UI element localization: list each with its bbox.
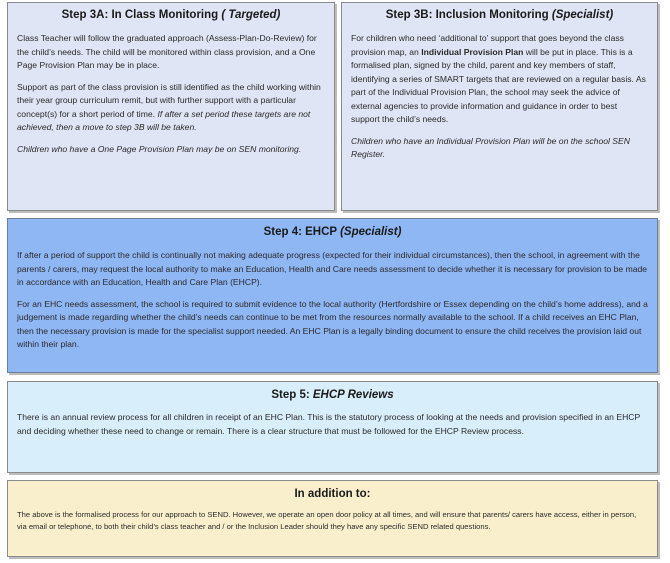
step-3b-title-text: Step 3B: Inclusion Monitoring [385, 9, 552, 21]
step-5-title [17, 389, 648, 401]
step-3a-paragraph-2-text: Support as part of the class provision is still identified as the child working within their year group curriculum remit, but with further support with a particular concept(s) for a short period of time. [17, 81, 321, 119]
step-3a-box [7, 2, 335, 211]
step-5-paragraph: There is an annual review process for all children in receipt of an EHC Plan. This is the statutory process of looking at the needs and provision specified in an EHCP and deciding whether these need to change or remain. There is a clear structure that must be followed for the EHCP Review process. [17, 412, 641, 436]
step-5-title-text: Step 5: [271, 389, 313, 401]
step-4-title-emphasis: (Specialist) [340, 226, 402, 238]
step-4-title-text: Step 4: EHCP [263, 226, 341, 238]
step-3a-paragraph-2 [17, 81, 325, 135]
step-3b-paragraph-1 [351, 32, 648, 127]
step-4-paragraph-1: If after a period of support the child is continually not making adequate progress (expected for their individual circumstances), then the school, in agreement with the parents / carers, may request the local authority to make an Education, Health and Care needs assessment to decide whether it is necessary for provision to be made in accordance with an Education, Health and Care Plan (EHCP). [17, 250, 648, 287]
step-3a-title-emphasis: ( Targeted) [221, 9, 281, 21]
step-3a-paragraph-2-emphasis: If after a set period these targets are not achieved, then a move to step 3B will be taken. [17, 108, 311, 132]
in-addition-paragraph: The above is the formalised process for our approach to SEND. However, we operate an open door policy at all times, and will ensure that parents/ carers have access, either in person, via email or telephone, to both their child’s class teacher and / or the Inclusion Leader should they have any specific SEND related questions. [17, 510, 637, 531]
step-4-box [7, 218, 658, 373]
step-4-paragraph-2: For an EHC needs assessment, the school is required to submit evidence to the local authority (Hertfordshire or Essex depending on the child’s home address), and a judgement is made regarding whether the child’s needs can continue to be met from the resources normally available to the school. If a child receives an EHC Plan, then the necessary provision is made for the specialist support needed. An EHC Plan is a legally binding document to ensure the child receives the provision laid out within their plan. [17, 298, 648, 349]
step-5-box [7, 381, 658, 473]
step-3b-paragraph-1-end: will be put in place. This is a formalised plan, signed by the child, parent and key members of staff, identifying a series of SMART targets that are reviewed on a regular basis. As part of the Individual Provision Plan, the school may seek the advice of external agencies to provide information and guidance in order to best support the child’s needs. [351, 46, 646, 124]
step-3b-paragraph-1-bold: Individual Provision Plan [421, 46, 524, 57]
step-3a-title-text: Step 3A: In Class Monitoring [61, 9, 222, 21]
in-addition-box [7, 480, 658, 557]
step-3b-title [351, 9, 648, 21]
step-5-title-emphasis: EHCP Reviews [312, 389, 394, 401]
step-3b-paragraph-1-start: For children who need ‘additional to’ support that goes beyond the class provision map, an [351, 33, 624, 57]
step-3b-paragraph-2: Children who have an Individual Provision Plan will be on the school SEN Register. [351, 135, 630, 159]
step-3b-box [341, 2, 658, 211]
step-3a-paragraph-3: Children who have a One Page Provision Plan may be on SEN monitoring. [17, 143, 302, 154]
in-addition-title: In addition to: [294, 488, 371, 500]
step-3b-title-emphasis: (Specialist) [551, 9, 614, 21]
step-3a-title [17, 9, 325, 21]
step-4-title [17, 226, 648, 238]
step-3a-paragraph-1: Class Teacher will follow the graduated approach (Assess-Plan-Do-Review) for the child’s needs. The child will be monitored within class provision, and a One Page Provision Plan may be in place. [17, 33, 317, 70]
